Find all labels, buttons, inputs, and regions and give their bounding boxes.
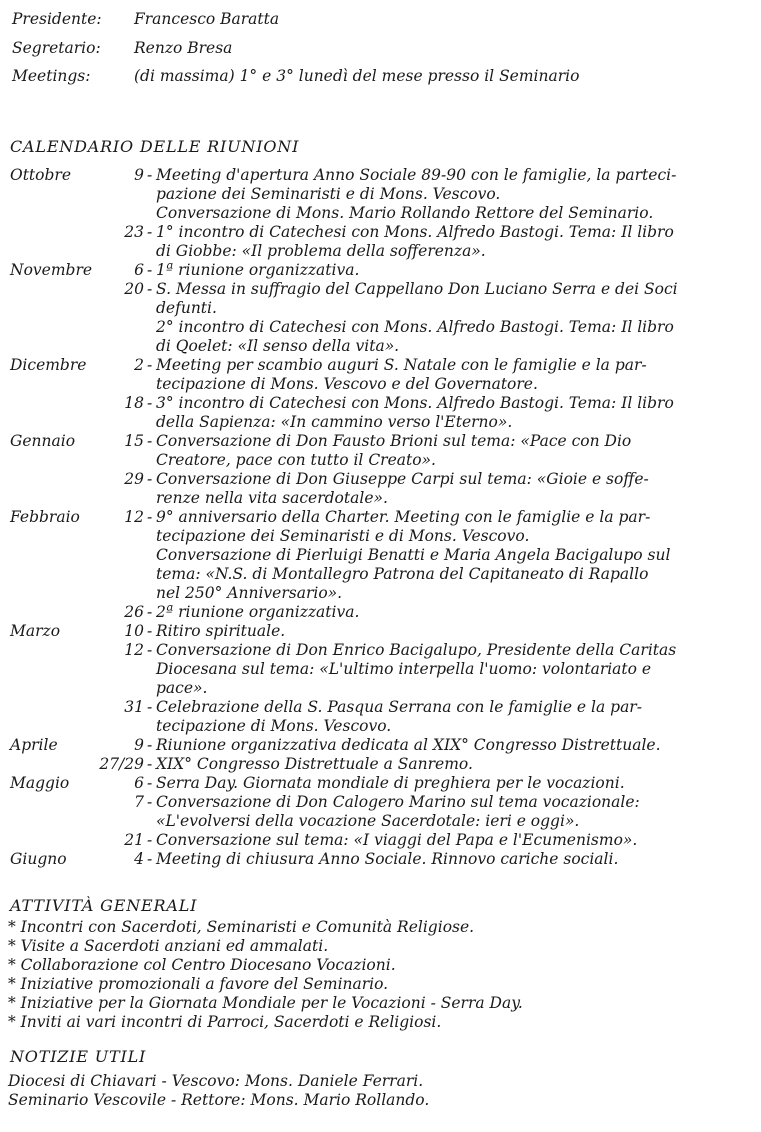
calendar-month: Dicembre <box>10 356 87 374</box>
activities-list <box>8 918 523 1032</box>
calendar-month: Ottobre <box>10 166 72 184</box>
list-item: * Inviti ai vari incontri di Parroci, Sacerdoti e Religiosi. <box>8 1013 442 1031</box>
calendar-text: tecipazione di Mons. Vescovo e del Governatore. <box>156 375 538 393</box>
calendar-row <box>0 489 761 508</box>
calendar-day: 18 <box>124 394 144 412</box>
calendar-row <box>0 508 761 527</box>
calendar-dash: - <box>147 831 153 849</box>
calendar-month: Gennaio <box>10 432 76 450</box>
calendar-day: 7 <box>134 793 144 811</box>
calendar-text: tecipazione di Mons. Vescovo. <box>156 717 392 735</box>
calendar-row <box>0 299 761 318</box>
calendar-day: 2 <box>134 356 144 374</box>
officer-label: Segretario: <box>12 39 101 57</box>
calendar-text: Meeting di chiusura Anno Sociale. Rinnovo cariche sociali. <box>156 850 619 868</box>
calendar-text: S. Messa in suffragio del Cappellano Don Luciano Serra e dei Soci <box>156 280 678 298</box>
calendar-row <box>0 774 761 793</box>
calendar-dash: - <box>147 736 153 754</box>
calendar-row <box>0 812 761 831</box>
calendar-text: della Sapienza: «In cammino verso l'Eterno». <box>156 413 513 431</box>
note-line: Diocesi di Chiavari - Vescovo: Mons. Daniele Ferrari. <box>8 1072 424 1090</box>
calendar-list <box>0 166 761 869</box>
calendar-dash: - <box>147 166 153 184</box>
calendar-dash: - <box>147 755 153 773</box>
calendar-text: Creatore, pace con tutto il Creato». <box>156 451 436 469</box>
calendar-row <box>0 622 761 641</box>
calendar-row <box>0 793 761 812</box>
calendar-text: Conversazione di Don Fausto Brioni sul tema: «Pace con Dio <box>156 432 632 450</box>
calendar-text: 1° incontro di Catechesi con Mons. Alfredo Bastogi. Tema: Il libro <box>156 223 674 241</box>
calendar-row <box>0 717 761 736</box>
calendar-text: tema: «N.S. di Montallegro Patrona del Capitaneato di Rapallo <box>156 565 649 583</box>
calendar-row <box>0 850 761 869</box>
list-item: * Incontri con Sacerdoti, Seminaristi e Comunità Religiose. <box>8 918 475 936</box>
calendar-row <box>0 375 761 394</box>
calendar-dash: - <box>147 280 153 298</box>
calendar-row <box>0 337 761 356</box>
calendar-row <box>0 242 761 261</box>
calendar-text: Meeting per scambio auguri S. Natale con le famiglie e la par- <box>156 356 647 374</box>
calendar-dash: - <box>147 793 153 811</box>
calendar-dash: - <box>147 603 153 621</box>
calendar-row <box>0 679 761 698</box>
officer-value: Renzo Bresa <box>134 39 233 57</box>
calendar-text: renze nella vita sacerdotale». <box>156 489 388 507</box>
calendar-row <box>0 185 761 204</box>
calendar-month: Novembre <box>10 261 93 279</box>
calendar-text: tecipazione dei Seminaristi e di Mons. Vescovo. <box>156 527 530 545</box>
calendar-dash: - <box>147 432 153 450</box>
calendar-text: «L'evolversi della vocazione Sacerdotale: ieri e oggi». <box>156 812 580 830</box>
calendar-row <box>0 565 761 584</box>
calendar-text: nel 250° Anniversario». <box>156 584 343 602</box>
officer-secretary <box>12 39 232 58</box>
calendar-row <box>0 546 761 565</box>
notes-title: NOTIZIE UTILI <box>10 1047 147 1066</box>
calendar-row <box>0 641 761 660</box>
calendar-day: 12 <box>124 508 144 526</box>
calendar-day: 26 <box>124 603 144 621</box>
calendar-row <box>0 280 761 299</box>
calendar-day: 12 <box>124 641 144 659</box>
calendar-row <box>0 660 761 679</box>
calendar-day: 31 <box>124 698 144 716</box>
calendar-day: 10 <box>124 622 144 640</box>
calendar-row <box>0 204 761 223</box>
calendar-day: 4 <box>134 850 144 868</box>
activities-title: ATTIVITÀ GENERALI <box>10 896 198 915</box>
calendar-row <box>0 261 761 280</box>
calendar-row <box>0 413 761 432</box>
calendar-text: Serra Day. Giornata mondiale di preghiera per le vocazioni. <box>156 774 625 792</box>
calendar-text: di Qoelet: «Il senso della vita». <box>156 337 400 355</box>
calendar-day: 6 <box>134 261 144 279</box>
calendar-row <box>0 736 761 755</box>
calendar-day: 6 <box>134 774 144 792</box>
calendar-row <box>0 755 761 774</box>
calendar-dash: - <box>147 394 153 412</box>
calendar-text: Conversazione di Pierluigi Benatti e Maria Angela Bacigalupo sul <box>156 546 671 564</box>
calendar-dash: - <box>147 774 153 792</box>
calendar-row <box>0 356 761 375</box>
officer-value: Francesco Baratta <box>134 10 280 28</box>
notes-list <box>8 1072 429 1110</box>
calendar-month: Maggio <box>10 774 70 792</box>
calendar-month: Giugno <box>10 850 67 868</box>
calendar-text: Celebrazione della S. Pasqua Serrana con le famiglie e la par- <box>156 698 642 716</box>
calendar-text: 1ª riunione organizzativa. <box>156 261 360 279</box>
calendar-text: Conversazione di Don Giuseppe Carpi sul tema: «Gioie e soffe- <box>156 470 649 488</box>
calendar-dash: - <box>147 641 153 659</box>
calendar-row <box>0 394 761 413</box>
calendar-day: 15 <box>124 432 144 450</box>
calendar-row <box>0 432 761 451</box>
calendar-dash: - <box>147 508 153 526</box>
calendar-day: 23 <box>124 223 144 241</box>
calendar-text: 3° incontro di Catechesi con Mons. Alfredo Bastogi. Tema: Il libro <box>156 394 674 412</box>
calendar-day: 20 <box>124 280 144 298</box>
calendar-row <box>0 603 761 622</box>
calendar-text: Conversazione di Don Calogero Marino sul tema vocazionale: <box>156 793 640 811</box>
list-item: * Iniziative promozionali a favore del Seminario. <box>8 975 389 993</box>
note-line: Seminario Vescovile - Rettore: Mons. Mario Rollando. <box>8 1091 430 1109</box>
calendar-day: 21 <box>124 831 144 849</box>
calendar-dash: - <box>147 698 153 716</box>
list-item: * Iniziative per la Giornata Mondiale per le Vocazioni - Serra Day. <box>8 994 523 1012</box>
officer-president <box>12 10 279 29</box>
calendar-title: CALENDARIO DELLE RIUNIONI <box>10 137 300 156</box>
calendar-dash: - <box>147 470 153 488</box>
officer-label: Meetings: <box>12 67 91 85</box>
calendar-dash: - <box>147 850 153 868</box>
officer-meetings <box>12 67 579 86</box>
calendar-day: 29 <box>124 470 144 488</box>
calendar-row <box>0 584 761 603</box>
calendar-text: Riunione organizzativa dedicata al XIX° Congresso Distrettuale. <box>156 736 661 754</box>
calendar-dash: - <box>147 622 153 640</box>
calendar-row <box>0 223 761 242</box>
calendar-dash: - <box>147 261 153 279</box>
calendar-text: Conversazione di Mons. Mario Rollando Rettore del Seminario. <box>156 204 654 222</box>
calendar-text: defunti. <box>156 299 217 317</box>
calendar-dash: - <box>147 356 153 374</box>
calendar-text: di Giobbe: «Il problema della sofferenza». <box>156 242 486 260</box>
calendar-row <box>0 527 761 546</box>
calendar-row <box>0 470 761 489</box>
calendar-text: pazione dei Seminaristi e di Mons. Vescovo. <box>156 185 501 203</box>
calendar-month: Febbraio <box>10 508 80 526</box>
calendar-day: 9 <box>134 736 144 754</box>
officer-value: (di massima) 1° e 3° lunedì del mese presso il Seminario <box>134 67 580 85</box>
calendar-row <box>0 451 761 470</box>
calendar-row <box>0 698 761 717</box>
calendar-day: 27/29 <box>99 755 144 773</box>
calendar-row <box>0 166 761 185</box>
calendar-row <box>0 318 761 337</box>
calendar-text: Ritiro spirituale. <box>156 622 286 640</box>
calendar-dash: - <box>147 223 153 241</box>
calendar-row <box>0 831 761 850</box>
calendar-text: 2ª riunione organizzativa. <box>156 603 360 621</box>
calendar-text: Conversazione di Don Enrico Bacigalupo, Presidente della Caritas <box>156 641 677 659</box>
calendar-text: Diocesana sul tema: «L'ultimo interpella l'uomo: volontariato e <box>156 660 652 678</box>
calendar-text: 9° anniversario della Charter. Meeting con le famiglie e la par- <box>156 508 651 526</box>
calendar-text: 2° incontro di Catechesi con Mons. Alfredo Bastogi. Tema: Il libro <box>156 318 674 336</box>
calendar-day: 9 <box>134 166 144 184</box>
calendar-month: Aprile <box>10 736 58 754</box>
list-item: * Collaborazione col Centro Diocesano Vocazioni. <box>8 956 396 974</box>
calendar-text: Meeting d'apertura Anno Sociale 89-90 con le famiglie, la parteci- <box>156 166 677 184</box>
calendar-text: pace». <box>156 679 208 697</box>
calendar-text: XIX° Congresso Distrettuale a Sanremo. <box>156 755 473 773</box>
calendar-text: Conversazione sul tema: «I viaggi del Papa e l'Ecumenismo». <box>156 831 638 849</box>
list-item: * Visite a Sacerdoti anziani ed ammalati. <box>8 937 329 955</box>
calendar-month: Marzo <box>10 622 61 640</box>
officer-label: Presidente: <box>12 10 102 28</box>
